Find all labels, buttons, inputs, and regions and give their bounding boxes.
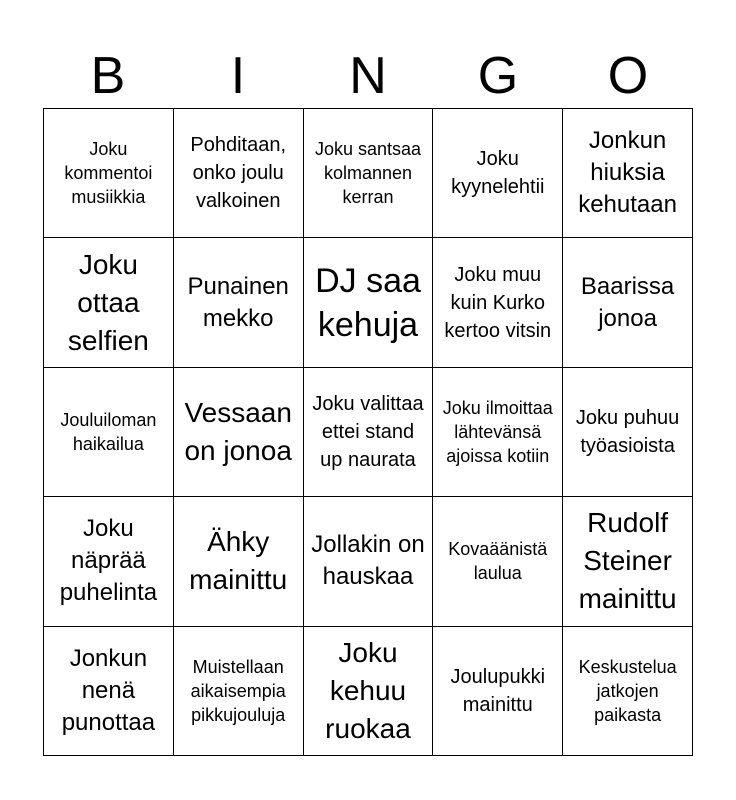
cell-text: Joku näprää puhelinta (59, 515, 158, 607)
cell-text: Joku ottaa selfien (67, 248, 149, 356)
bingo-cell[interactable] (304, 627, 434, 756)
cell-text: Punainen mekko (187, 272, 289, 332)
bingo-cell[interactable] (563, 109, 693, 238)
cell-text: Joku valittaa ettei stand up naurata (312, 392, 424, 471)
header-letter-n: N (349, 47, 387, 105)
bingo-cell[interactable] (304, 238, 434, 367)
cell-text: Joku kehuu ruokaa (325, 636, 411, 744)
cell-text: Joku muu kuin Kurko kertoo vitsin (444, 263, 552, 342)
bingo-cell[interactable] (44, 627, 174, 756)
bingo-cell[interactable] (563, 368, 693, 497)
bingo-cell[interactable] (174, 109, 304, 238)
cell-text: Keskustelua jatkojen paikasta (578, 656, 677, 725)
cell-text: Kovaäänistä laulua (448, 539, 548, 584)
bingo-board (43, 108, 693, 756)
bingo-cell[interactable] (433, 109, 563, 238)
bingo-cell[interactable] (433, 627, 563, 756)
bingo-cell[interactable] (44, 368, 174, 497)
cell-text: Pohditaan, onko joulu valkoinen (190, 134, 287, 213)
header-letter-i: I (230, 47, 246, 105)
bingo-cell[interactable] (433, 368, 563, 497)
cell-text: Joku ilmoittaa lähtevänsä ajoissa kotiin (442, 397, 553, 466)
cell-text: Rudolf Steiner mainittu (578, 507, 677, 615)
bingo-cell[interactable] (433, 238, 563, 367)
bingo-cell[interactable] (433, 497, 563, 626)
bingo-cell[interactable] (44, 497, 174, 626)
cell-text: Joku kyynelehtii (451, 148, 545, 199)
cell-text: Vessaan on jonoa (184, 396, 292, 466)
bingo-cell[interactable] (563, 497, 693, 626)
cell-text: Joulupukki mainittu (450, 665, 546, 716)
cell-text: Muistellaan aikaisempia pikkujouluja (190, 656, 286, 725)
bingo-cell[interactable] (563, 238, 693, 367)
bingo-cell[interactable] (44, 238, 174, 367)
cell-text: Jonkun hiuksia kehutaan (578, 127, 677, 219)
cell-text: DJ saa kehuja (315, 261, 421, 344)
cell-text: Jouluiloman haikailua (60, 409, 157, 454)
cell-text: Joku kommentoi musiikkia (64, 139, 153, 208)
bingo-cell[interactable] (174, 627, 304, 756)
header-letter-b: B (90, 47, 126, 105)
header-letter-o: O (607, 47, 649, 105)
bingo-cell[interactable] (304, 109, 434, 238)
bingo-cell[interactable] (174, 497, 304, 626)
cell-text: Joku santsaa kolmannen kerran (314, 139, 422, 208)
header-letter-g: G (477, 47, 519, 105)
bingo-cell[interactable] (304, 497, 434, 626)
cell-text: Jonkun nenä punottaa (61, 644, 156, 736)
bingo-cell[interactable] (174, 368, 304, 497)
bingo-cell[interactable] (304, 368, 434, 497)
cell-text: Joku puhuu työasioista (575, 406, 680, 457)
bingo-header (43, 44, 693, 108)
cell-text: Jollakin on hauskaa (311, 531, 425, 591)
bingo-cell[interactable] (44, 109, 174, 238)
bingo-cell[interactable] (563, 627, 693, 756)
bingo-cell[interactable] (174, 238, 304, 367)
cell-text: Ähky mainittu (189, 526, 288, 596)
cell-text: Baarissa jonoa (580, 272, 675, 332)
